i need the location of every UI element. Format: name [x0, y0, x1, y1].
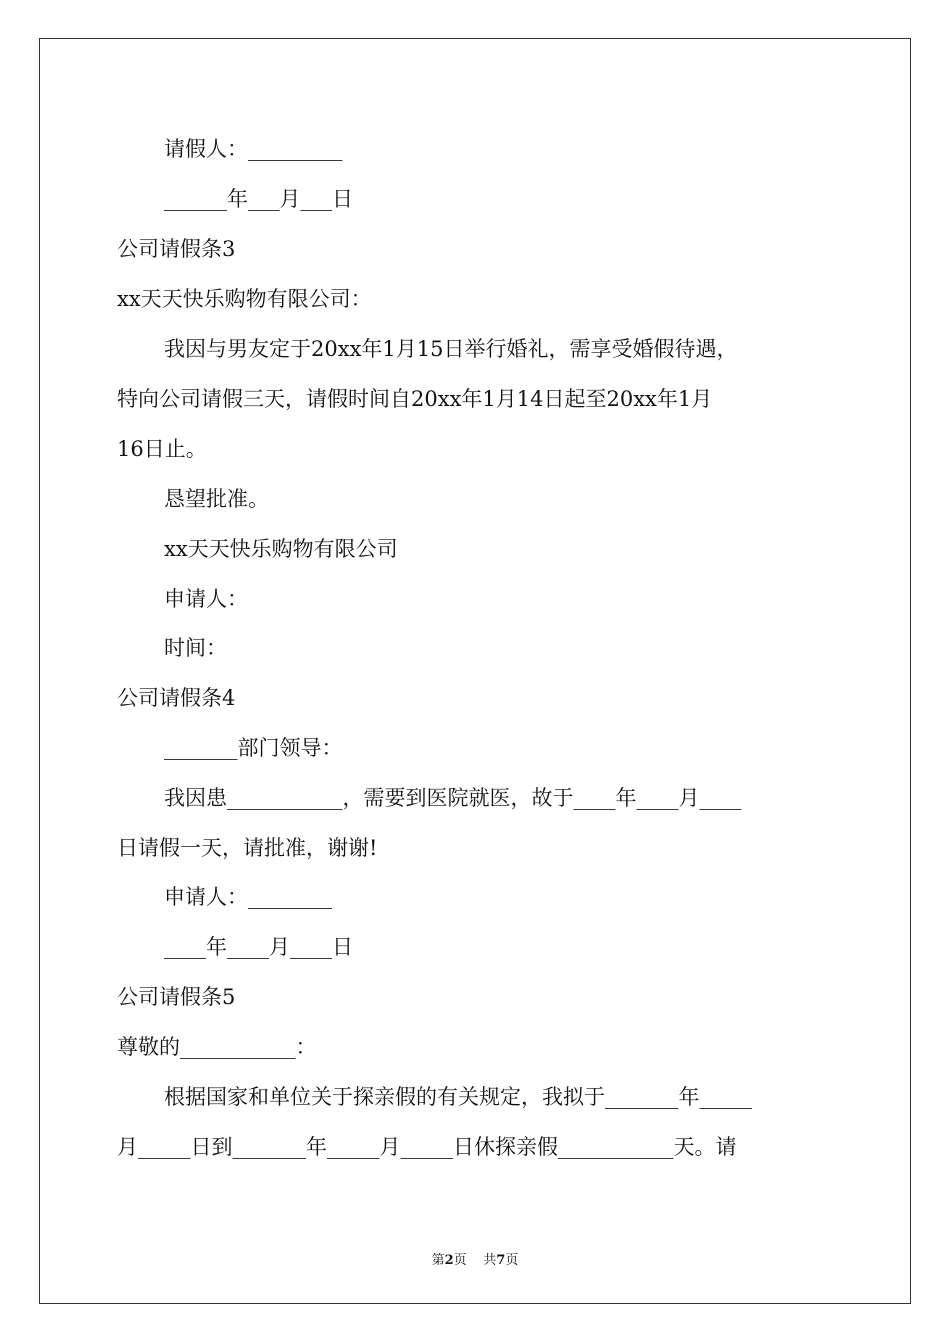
- addressee-line: 尊敬的___________：: [117, 1035, 317, 1059]
- section-heading-3: 公司请假条3: [117, 237, 236, 261]
- total-suffix: 页: [505, 1253, 519, 1268]
- body-paragraph-line: 月_____日到_______年_____月_____日休探亲假___________天。请: [117, 1135, 737, 1159]
- addressee-line: xx天天快乐购物有限公司：: [117, 287, 372, 311]
- body-paragraph-line: 日请假一天，请批准，谢谢!: [117, 836, 378, 860]
- page-footer: [0, 1249, 950, 1268]
- body-paragraph-line: 我因与男友定于20xx年1月15日举行婚礼，需享受婚假待遇，: [164, 337, 738, 361]
- applicant-line: 申请人：________: [164, 885, 332, 909]
- body-paragraph-line: 16日止。: [117, 437, 207, 461]
- section-heading-4: 公司请假条4: [117, 686, 236, 710]
- signature-company-line: xx天天快乐购物有限公司: [164, 537, 398, 561]
- page-number: 2: [444, 1253, 454, 1268]
- applicant-line: 申请人：: [164, 587, 248, 611]
- closing-line: 恳望批准。: [164, 487, 269, 511]
- date-line: ______年___月___日: [164, 187, 353, 211]
- body-paragraph-line: 根据国家和单位关于探亲假的有关规定，我拟于_______年_____: [164, 1085, 752, 1109]
- page-suffix: 页: [453, 1253, 467, 1268]
- body-paragraph-line: 我因患___________，需要到医院就医，故于____年____月____: [164, 786, 742, 810]
- leave-requester-line: 请假人：_________: [164, 137, 343, 161]
- time-line: 时间：: [164, 636, 227, 660]
- page-prefix: 第: [431, 1253, 445, 1268]
- date-line: ____年____月____日: [164, 935, 353, 959]
- body-paragraph-line: 特向公司请假三天，请假时间自20xx年1月14日起至20xx年1月: [117, 387, 713, 411]
- total-pages: 7: [496, 1253, 506, 1268]
- total-prefix: 共: [483, 1253, 497, 1268]
- page-border: [39, 38, 911, 1304]
- addressee-line: _______部门领导：: [164, 736, 343, 760]
- section-heading-5: 公司请假条5: [117, 985, 236, 1009]
